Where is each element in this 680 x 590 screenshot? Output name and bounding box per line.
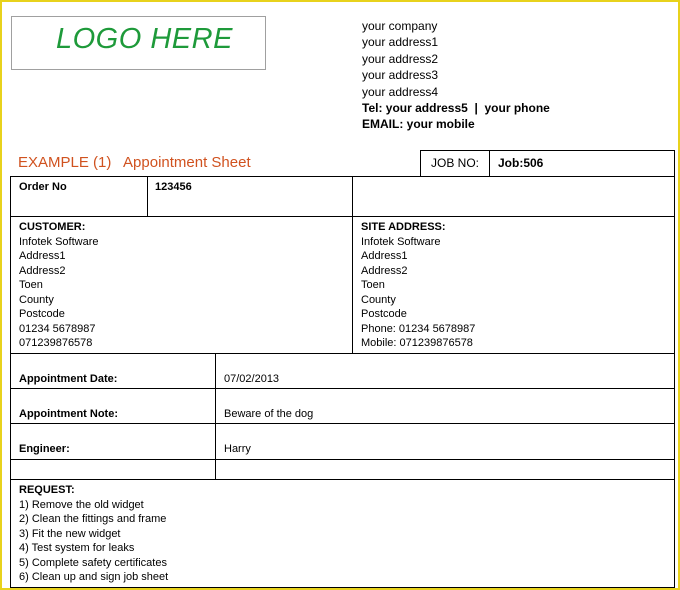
company-line: your address3	[362, 68, 439, 83]
request-item: 3) Fit the new widget	[19, 527, 121, 540]
logo-placeholder	[11, 16, 266, 70]
column-divider	[352, 176, 353, 354]
order-number-value: 123456	[155, 181, 192, 193]
sheet-title: EXAMPLE (1) Appointment Sheet	[18, 154, 251, 171]
customer-heading: CUSTOMER:	[19, 221, 86, 233]
company-line: your company	[362, 19, 438, 33]
site-address-line: Postcode	[361, 308, 407, 320]
row-divider	[10, 423, 675, 424]
row-divider	[147, 176, 148, 216]
job-divider	[489, 150, 490, 177]
appointment-note-value: Beware of the dog	[224, 408, 314, 420]
row-divider	[10, 479, 675, 480]
row-divider	[10, 388, 675, 389]
site-address-line: Toen	[361, 279, 385, 291]
company-line: your address4	[362, 84, 439, 99]
customer-line: Postcode	[19, 308, 65, 320]
site-address-line: Phone: 01234 5678987	[361, 322, 476, 335]
appointment-note-label: Appointment Note:	[19, 408, 118, 420]
customer-line: County	[19, 293, 54, 306]
company-email: EMAIL: your mobile	[362, 117, 475, 132]
order-number-label: Order No	[19, 181, 67, 193]
customer-line: 071239876578	[19, 337, 93, 349]
request-block	[19, 483, 168, 585]
site-address-block	[361, 220, 475, 351]
customer-line: Address2	[19, 264, 66, 277]
appointment-date-label: Appointment Date:	[19, 373, 118, 385]
company-address-block	[362, 18, 550, 133]
customer-line: 01234 5678987	[19, 322, 96, 335]
site-address-line: Address1	[361, 250, 408, 262]
site-address-heading: SITE ADDRESS:	[361, 221, 446, 233]
customer-line: Infotek Software	[19, 235, 99, 248]
company-tel: Tel: your address5 | your phone	[362, 101, 550, 116]
engineer-label: Engineer:	[19, 443, 70, 455]
request-item: 4) Test system for leaks	[19, 542, 135, 554]
row-divider	[10, 353, 675, 354]
customer-block	[19, 220, 99, 351]
job-number-value: Job:506	[498, 156, 544, 170]
job-number-label: JOB NO:	[431, 156, 480, 170]
company-line: your address1	[362, 35, 439, 50]
request-item: 2) Clean the fittings and frame	[19, 513, 167, 525]
column-divider	[215, 353, 216, 479]
request-item: 1) Remove the old widget	[19, 498, 144, 511]
logo-text: LOGO HERE	[56, 23, 233, 55]
site-address-line: Address2	[361, 264, 408, 277]
request-heading: REQUEST:	[19, 484, 75, 496]
company-line: your address2	[362, 51, 439, 66]
request-item: 5) Complete safety certificates	[19, 556, 167, 569]
engineer-value: Harry	[224, 443, 251, 455]
site-address-line: Mobile: 071239876578	[361, 337, 473, 349]
appointment-date-value: 07/02/2013	[224, 373, 280, 385]
request-item: 6) Clean up and sign job sheet	[19, 571, 169, 583]
customer-line: Address1	[19, 250, 66, 262]
site-address-line: Infotek Software	[361, 235, 441, 248]
customer-line: Toen	[19, 279, 43, 291]
site-address-line: County	[361, 293, 396, 306]
row-divider	[10, 459, 675, 460]
row-divider	[10, 216, 675, 217]
